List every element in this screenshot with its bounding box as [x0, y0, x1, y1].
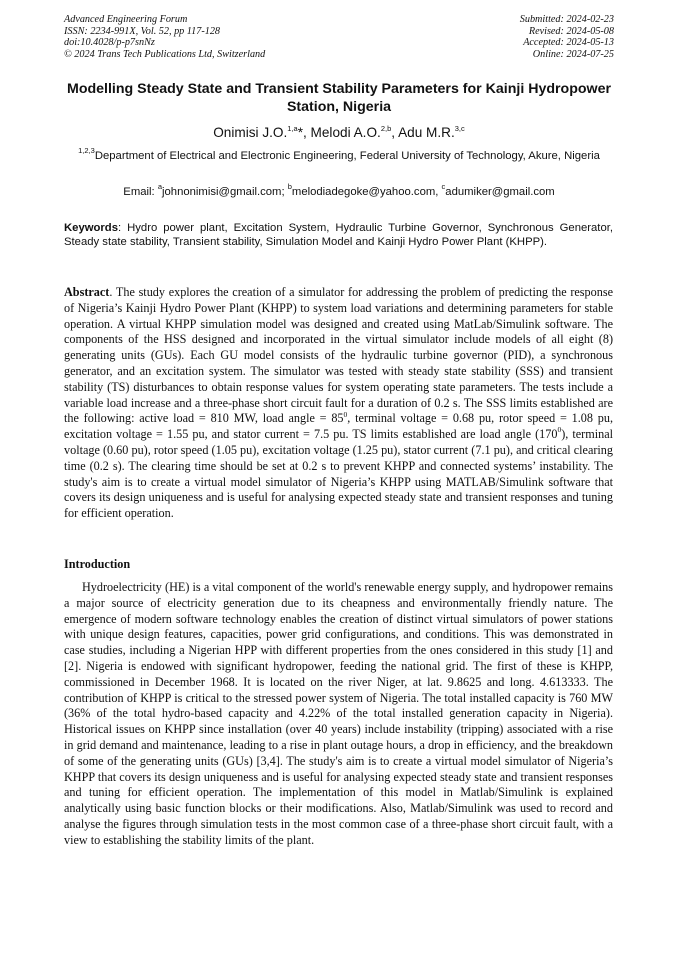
journal-issn: ISSN: 2234-991X, Vol. 52, pp 117-128: [64, 25, 221, 37]
abstract-section: [64, 285, 613, 522]
email-label: Email:: [123, 186, 158, 198]
abstract-text: . The study explores the creation of a simulator for addressing the problem of predicting the response of Nigeria’s Kainji Hydro Power Plant (KHPP) to system load variations and determining parameters for stable operation. A virtual KHPP simulation model was designed and created using MatLab/Simulink software. The components of the HSS designed and incorporated in the virtual simulator include models of all eight (8) generating units (GUs). Each GU model consists of the hydraulic turbine governor (PID), a synchronous generator, and an excitation system. The simulator was tested with steady state stability (SSS) and transient stability (TS) disturbances to obtain response values for system operating state parameters. The tests include a variable load increase and a three-phase short circuit fault for a duration of 0.2 s. The SSS limits established are the following: active load = 810 MW, load angle = 85: [64, 285, 613, 426]
corresponding-mark: *,: [297, 125, 307, 140]
author-separator: ,: [391, 125, 396, 140]
author-superscript: 3,c: [454, 123, 465, 133]
affiliation: [60, 146, 618, 164]
author-list: [60, 124, 618, 142]
keywords-section: [64, 221, 613, 250]
keywords-label: Keywords: [64, 222, 118, 234]
keywords-text: : Hydro power plant, Excitation System, Hydraulic Turbine Governor, Synchronous Generator, Steady state stability, Transient stability, Simulation Model and Kainji Hydro Power Plant (KHPP).: [64, 222, 613, 249]
author-superscript: 1,a: [287, 123, 298, 133]
abstract-label: Abstract: [64, 285, 110, 299]
author-name: Onimisi J.O.: [213, 125, 288, 140]
journal-header: [64, 14, 265, 60]
degree-superscript: 0: [557, 425, 562, 435]
degree-superscript: 0: [343, 409, 348, 419]
email-address[interactable]: johnonimisi@gmail.com;: [162, 186, 288, 198]
email-superscript: b: [287, 182, 292, 192]
affiliation-text: Department of Electrical and Electronic Engineering, Federal University of Technology, Akure, Nigeria: [94, 150, 600, 162]
author-name: Melodi A.O.: [310, 125, 381, 140]
email-superscript: c: [441, 182, 446, 192]
paper-title: Modelling Steady State and Transient Stability Parameters for Kainji Hydropower Station, Nigeria: [67, 81, 611, 115]
author-superscript: 2,b: [380, 123, 392, 133]
date-revised: Revised: 2024-05-08: [528, 25, 614, 37]
journal-name: Advanced Engineering Forum: [64, 14, 188, 25]
email-address[interactable]: adumiker@gmail.com: [445, 186, 555, 198]
email-address[interactable]: melodiadegoke@yahoo.com,: [291, 186, 442, 198]
email-line: [60, 182, 618, 200]
dates-header: [520, 14, 614, 60]
date-online: Online: 2024-07-25: [532, 48, 614, 60]
author-name: Adu M.R.: [398, 125, 455, 140]
introduction-heading: Introduction: [64, 557, 131, 571]
date-submitted: Submitted: 2024-02-23: [519, 14, 614, 25]
abstract-text: ), terminal voltage (0.60 pu), rotor speed (1.05 pu), excitation voltage (1.25 pu), stator current (7.1 pu), and critical clearing time (0.2 s). The clearing time should be set at 0.2 s to prevent KHPP and connected systems’ instability. The study's aim is to create a virtual model simulator of Nigeria’s KHPP using MATLAB/Simulink software that covers its design uniqueness and is useful for analysing expected steady state and transient responses and tuning for efficient operation.: [64, 427, 613, 521]
date-accepted: Accepted: 2024-05-13: [523, 37, 614, 49]
journal-copyright: © 2024 Trans Tech Publications Ltd, Switzerland: [64, 48, 266, 60]
affiliation-superscript: 1,2,3: [78, 146, 95, 156]
introduction-paragraph: Hydroelectricity (HE) is a vital component of the world's renewable energy supply, and hydropower remains a major source of electricity generation due to its cheapness and environmentally friendly nature. The emergence of modern software technology enables the creation of distinct virtual simulators of power stations with unique design features, capacities, power grid configurations, and conditions. This was demonstrated in case studies, including a Nigerian HPP with different properties from the ones considered in this study [1] and [2]. Nigeria is endowed with significant hydropower, feeding the national grid. The first of these is KHPP, commissioned in December 1968. It is located on the river Niger, at lat. 9.8625 and long. 4.613333. The contribution of KHPP is critical to the stressed power system of Nigeria. The total installed capacity is 760 MW (36% of the total hydro-based capacity and 4.22% of the total installed generation capacity in Nigeria). Historical issues on KHPP since installation (over 40 years) include instability (tripping) associated with a rise in grid demand and maintenance, leading to a rise in plant outage hours, a drop in efficiency, and the breakdown of some of the generating units (GUs) [3,4]. The study's aim is to create a virtual model simulator of Nigeria’s KHPP that covers its design uniqueness and is useful for analysing expected steady state and transient responses and tuning for efficient operation. The implementation of this model in Matlab/Simulink is explained analytically using basic function blocks or their modifications. Also, Matlab/Simulink was used to record and analyse the figures through simulation tests in the most common case of a three-phase short circuit fault, with a view to establishing the stability limits of the plant.: [64, 580, 613, 847]
email-superscript: a: [157, 182, 162, 192]
journal-doi: doi:10.4028/p-p7snNz: [64, 37, 155, 49]
abstract-text: , terminal voltage = 0.68 pu, rotor speed = 1.08 pu, excitation voltage = 1.55 pu, and stator current = 7.5 pu. TS limits established are load angle (170: [64, 411, 614, 442]
